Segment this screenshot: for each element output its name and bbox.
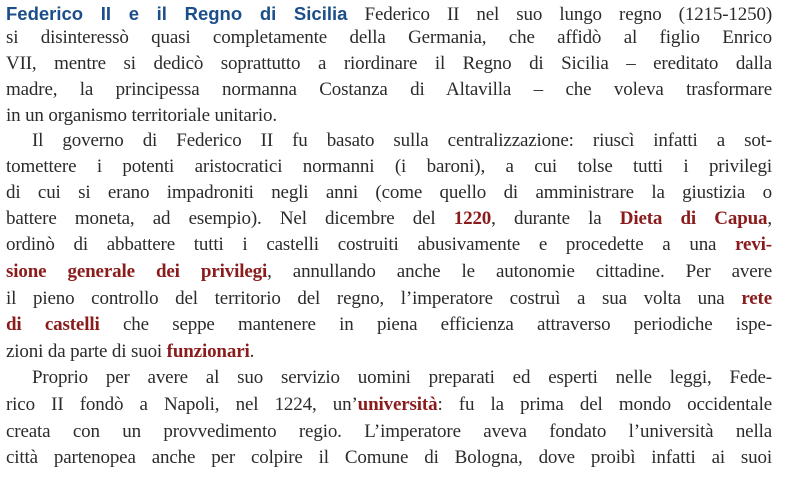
paragraph-2-line-4 bbox=[6, 205, 772, 232]
paragraph-2-line-7 bbox=[6, 285, 772, 312]
paragraph-1-line-2: si disinteressò quasi completamente della Germania, che affidò al figlio Enrico bbox=[6, 27, 772, 48]
text-segment: ordinò di abbattere tutti i castelli costruiti abusivamente e procedette a una bbox=[6, 234, 736, 255]
highlight-di-castelli: di castelli bbox=[6, 314, 100, 335]
highlight-universita: università bbox=[357, 394, 438, 415]
paragraph-2-line-8 bbox=[6, 311, 772, 338]
text-segment: battere moneta, ad esempio). Nel dicembre del bbox=[6, 208, 454, 229]
paragraph-1-line-3: VII, mentre si dedicò soprattutto a riordinare il Regno di Sicilia – ereditato dalla bbox=[6, 53, 772, 74]
paragraph-3-line-2 bbox=[6, 391, 772, 418]
text-segment: , durante la bbox=[491, 208, 620, 229]
paragraph-3-line-1: Proprio per avere al suo servizio uomini preparati ed esperti nelle leggi, Fede- bbox=[32, 367, 772, 388]
paragraph-2-line-9 bbox=[6, 338, 772, 365]
text-segment: rico II fondò a Napoli, nel 1224, un’ bbox=[6, 394, 358, 415]
text-segment: . bbox=[249, 341, 255, 362]
paragraph-1-text: Federico II nel suo lungo regno (1215-1250) bbox=[364, 4, 772, 25]
text-segment: : fu la prima del mondo occidentale bbox=[437, 394, 772, 415]
paragraph-3-line-4: città partenopea anche per colpire il Comune di Bologna, dove proibì infatti ai suoi bbox=[6, 447, 772, 468]
paragraph-1-line-1 bbox=[6, 0, 772, 27]
text-segment: , bbox=[767, 208, 772, 229]
paragraph-2-line-3: di cui si erano impadroniti negli anni (come quello di amministrare la giustizia o bbox=[6, 182, 772, 203]
section-heading: Federico II e il Regno di Sicilia bbox=[6, 3, 348, 24]
highlight-revisione-generale: sione generale dei privilegi bbox=[6, 261, 268, 282]
paragraph-1-line-5: in un organismo territoriale unitario. bbox=[6, 105, 277, 126]
paragraph-2-line-1: Il governo di Federico II fu basato sulla centralizzazione: riuscì infatti a sot- bbox=[32, 130, 772, 151]
highlight-dieta-di-capua: Dieta di Capua bbox=[619, 208, 768, 229]
highlight-rete: rete bbox=[741, 288, 772, 309]
text-segment: , annullando anche le autonomie cittadine. Per avere bbox=[267, 261, 772, 282]
paragraph-2-line-6 bbox=[6, 258, 772, 285]
highlight-revisione: revi- bbox=[735, 234, 772, 255]
highlight-funzionari: funzionari bbox=[166, 341, 250, 362]
paragraph-2-line-2: tomettere i potenti aristocratici normanni (i baroni), a cui tolse tutti i privilegi bbox=[6, 156, 772, 177]
paragraph-1-line-4: madre, la principessa normanna Costanza di Altavilla – che voleva trasformare bbox=[6, 79, 772, 100]
text-segment: il pieno controllo del territorio del regno, l’imperatore costruì a sua volta una bbox=[6, 288, 742, 309]
highlight-1220: 1220 bbox=[453, 208, 492, 229]
paragraph-2-line-5 bbox=[6, 231, 772, 258]
text-segment: che seppe mantenere in piena efficienza attraverso periodiche ispe- bbox=[99, 314, 772, 335]
text-segment: zioni da parte di suoi bbox=[6, 341, 167, 362]
paragraph-3-line-3: creata con un provvedimento regio. L’imperatore aveva fondato l’università nella bbox=[6, 421, 772, 442]
